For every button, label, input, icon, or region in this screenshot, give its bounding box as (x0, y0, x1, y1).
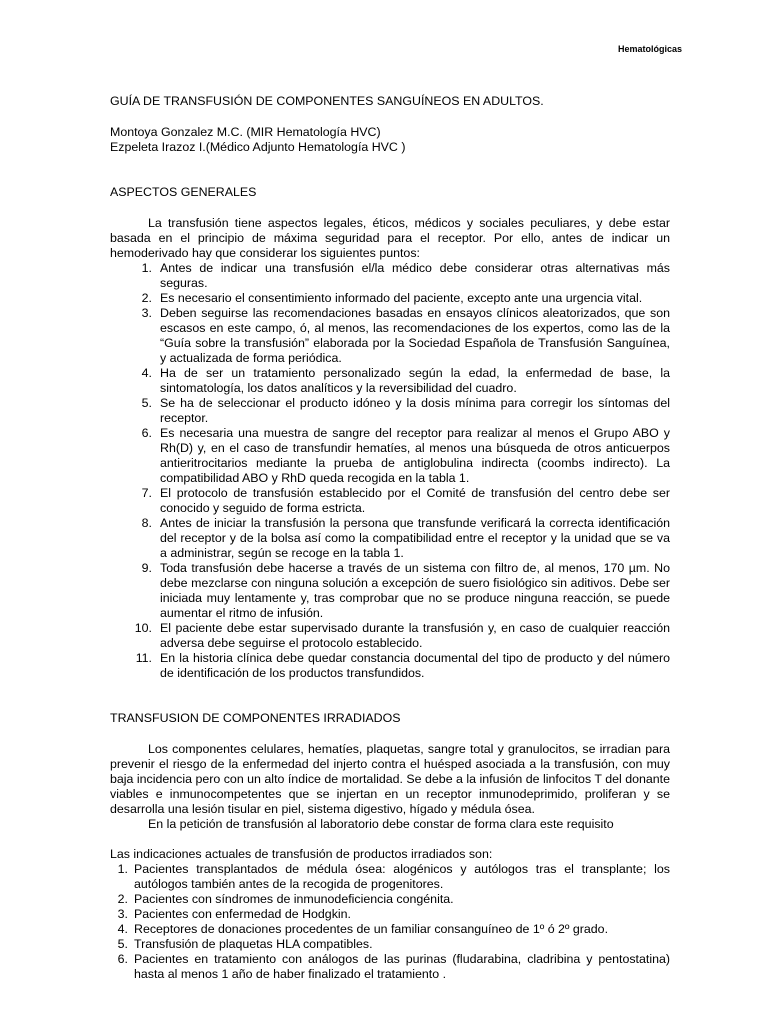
list-item-text: El paciente debe estar supervisado durante la transfusión y, en caso de cualquier reacción adversa debe seguirse el protocolo establecido. (160, 621, 670, 650)
list-item (130, 621, 670, 651)
list-item-text: Pacientes en tratamiento con análogos de las purinas (fludarabina, cladribina y pentostatina) hasta al menos 1 año de haber finalizado el tratamiento . (134, 952, 670, 981)
list-item (110, 922, 670, 937)
list-item-number: 10. (134, 621, 152, 635)
running-header: Hematológicas (617, 44, 682, 54)
list-item-text: Es necesario el consentimiento informado del paciente, excepto ante una urgencia vital. (160, 291, 643, 305)
author-line: Ezpeleta Irazoz I.(Médico Adjunto Hematología HVC ) (110, 140, 406, 154)
list-item-number: 8. (141, 516, 152, 530)
list-item-text: Antes de iniciar la transfusión la persona que transfunde verificará la correcta identificación del receptor y de la bolsa así como la compatibilidad entre el receptor y la unidad que se va a administrar, según se recoge en la tabla 1. (160, 516, 670, 560)
list-item-number: 7. (141, 486, 152, 500)
list-item-number: 9. (141, 561, 152, 575)
list-item-number: 6. (117, 952, 128, 966)
list-item-text: Deben seguirse las recomendaciones basadas en ensayos clínicos aleatorizados, que son escasos en este campo, ó, al menos, las recomendaciones de los expertos, como las de la “Guía sobre la transfusión” elaborada por la Sociedad Española de Transfusión Sanguínea, y actualizada de forma periódica. (160, 306, 670, 365)
list-item-text: Antes de indicar una transfusión el/la médico debe considerar otras alternativas más seguras. (160, 261, 670, 290)
list-item-number: 4. (117, 922, 128, 936)
list-item-text: Pacientes con enfermedad de Hodgkin. (134, 907, 351, 921)
list-item (130, 561, 670, 621)
list-item (130, 306, 670, 366)
irradiated-requirement-note: En la petición de transfusión al laboratorio debe constar de forma clara este requisito (148, 817, 614, 831)
indications-intro: Las indicaciones actuales de transfusión de productos irradiados son: (110, 847, 493, 861)
list-item-number: 11. (135, 651, 152, 665)
list-item (130, 366, 670, 396)
list-item-number: 5. (141, 396, 152, 410)
list-item-text: En la historia clínica debe quedar constancia documental del tipo de producto y del número de identificación de los productos transfundidos. (160, 651, 670, 680)
list-item-number: 2. (141, 291, 152, 305)
general-points-list (130, 261, 670, 681)
list-item-text: Pacientes con síndromes de inmunodeficiencia congénita. (134, 892, 454, 906)
list-item (130, 261, 670, 291)
list-item (110, 892, 670, 907)
list-item-number: 1. (141, 261, 152, 275)
list-item-number: 2. (117, 892, 128, 906)
list-item-text: Es necesaria una muestra de sangre del receptor para realizar al menos el Grupo ABO y Rh(D) y, en el caso de transfundir hematíes, al menos una búsqueda de otros anticuerpos antieritrocitarios mediante la prueba de antiglobulina indirecta (coombs indirecto). La compatibilidad ABO y RhD queda recogida en la tabla 1. (160, 426, 670, 485)
document-title: GUÍA DE TRANSFUSIÓN DE COMPONENTES SANGUÍNEOS EN ADULTOS. (110, 94, 544, 108)
list-item-text: Transfusión de plaquetas HLA compatibles. (134, 937, 373, 951)
list-item (110, 952, 670, 982)
list-item-text: El protocolo de transfusión establecido por el Comité de transfusión del centro debe ser conocido y seguido de forma estricta. (160, 486, 670, 515)
list-item (130, 396, 670, 426)
list-item-number: 5. (117, 937, 128, 951)
document-body (110, 94, 670, 982)
list-item (130, 516, 670, 561)
section-heading-irradiated: TRANSFUSION DE COMPONENTES IRRADIADOS (110, 711, 401, 725)
list-item (110, 907, 670, 922)
list-item-number: 4. (141, 366, 152, 380)
general-intro-paragraph: La transfusión tiene aspectos legales, éticos, médicos y sociales peculiares, y debe estar basada en el principio de máxima seguridad para el receptor. Por ello, antes de indicar un hemoderivado hay que considerar los siguientes puntos: (110, 216, 670, 260)
list-item-text: Toda transfusión debe hacerse a través de un sistema con filtro de, al menos, 170 µm. No debe mezclarse con ninguna solución a excepción de suero fisiológico sin aditivos. Debe ser iniciada muy lentamente y, tras comprobar que no se produce ninguna reacción, se puede aumentar el ritmo de infusión. (160, 561, 670, 620)
list-item-number: 3. (141, 306, 152, 320)
list-item-text: Receptores de donaciones procedentes de un familiar consanguíneo de 1º ó 2º grado. (134, 922, 609, 936)
list-item-number: 6. (141, 426, 152, 440)
list-item (130, 426, 670, 486)
list-item (110, 862, 670, 892)
list-item (130, 291, 670, 306)
list-item-number: 1. (117, 862, 128, 876)
list-item-number: 3. (117, 907, 128, 921)
irradiated-paragraph: Los componentes celulares, hematíes, plaquetas, sangre total y granulocitos, se irradian para prevenir el riesgo de la enfermedad del injerto contra el huésped asociada a la transfusión, con muy baja incidencia pero con un alto índice de mortalidad. Se debe a la infusión de linfocitos T del donante viables e inmunocompetentes que se injertan en un receptor inmunodeprimido, proliferan y se desarrolla una lesión tisular en piel, sistema digestivo, hígado y médula ósea. (110, 742, 670, 816)
list-item-text: Ha de ser un tratamiento personalizado según la edad, la enfermedad de base, la sintomatología, los datos analíticos y la reversibilidad del cuadro. (160, 366, 670, 395)
author-line: Montoya Gonzalez M.C. (MIR Hematología HVC) (110, 125, 381, 139)
indications-list (110, 862, 670, 982)
list-item (130, 486, 670, 516)
list-item (130, 651, 670, 681)
section-heading-general: ASPECTOS GENERALES (110, 185, 257, 199)
list-item-text: Pacientes transplantados de médula ósea: alogénicos y autólogos tras el transplante; los autólogos también antes de la recogida de progenitores. (134, 862, 670, 891)
list-item (110, 937, 670, 952)
list-item-text: Se ha de seleccionar el producto idóneo y la dosis mínima para corregir los síntomas del receptor. (160, 396, 670, 425)
